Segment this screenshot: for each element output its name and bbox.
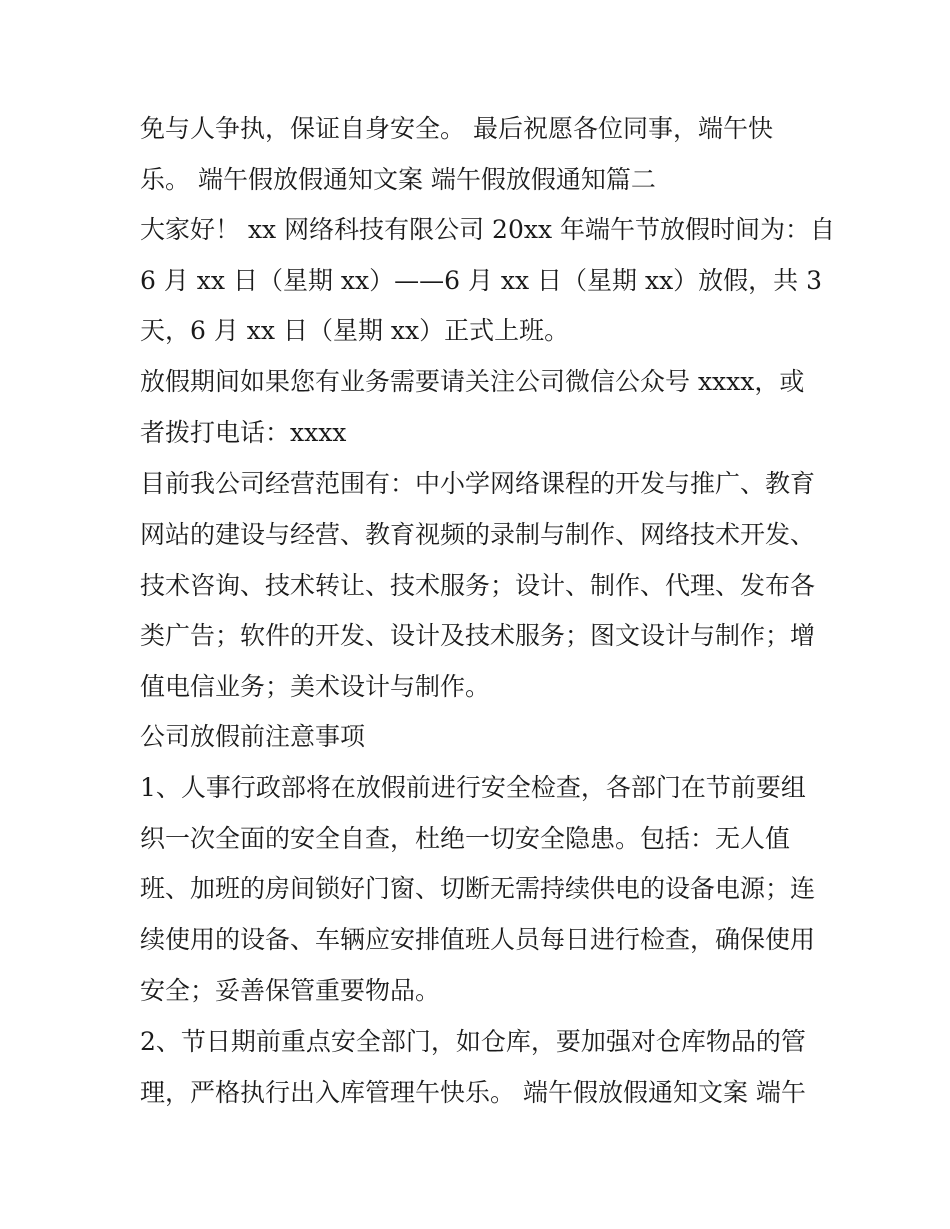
text-line: 网站的建设与经营、教育视频的录制与制作、网络技术开发、	[140, 520, 816, 549]
text-line: 类广告；软件的开发、设计及技术服务；图文设计与制作；增	[140, 621, 816, 650]
text-line: 放假期间如果您有业务需要请关注公司微信公众号 xxxx，或	[140, 367, 805, 396]
text-line: 6 月 xx 日（星期 xx）——6 月 xx 日（星期 xx）放假，共 3	[140, 266, 823, 295]
text-line: 目前我公司经营范围有：中小学网络课程的开发与推广、教育	[140, 469, 816, 498]
text-line: 技术咨询、技术转让、技术服务；设计、制作、代理、发布各	[140, 571, 816, 600]
text-line: 天，6 月 xx 日（星期 xx）正式上班。	[140, 316, 570, 345]
text-line: 2、节日期前重点安全部门，如仓库，要加强对仓库物品的管	[140, 1027, 806, 1056]
text-line: 乐。 端午假放假通知文案 端午假放假通知篇二	[140, 165, 656, 194]
text-line: 值电信业务；美术设计与制作。	[140, 672, 491, 701]
text-line: 续使用的设备、车辆应安排值班人员每日进行检查，确保使用	[140, 925, 816, 954]
text-line: 1、人事行政部将在放假前进行安全检查，各部门在节前要组	[140, 773, 806, 802]
text-line: 者拨打电话：xxxx	[140, 418, 347, 447]
text-line: 理，严格执行出入库管理午快乐。 端午假放假通知文案 端午	[140, 1078, 806, 1107]
text-line: 班、加班的房间锁好门窗、切断无需持续供电的设备电源；连	[140, 874, 816, 903]
text-line: 免与人争执，保证自身安全。 最后祝愿各位同事，端午快	[140, 114, 773, 143]
text-line: 大家好！ xx 网络科技有限公司 20xx 年端午节放假时间为：自	[140, 215, 835, 244]
text-line: 安全；妥善保管重要物品。	[140, 976, 441, 1005]
text-line: 织一次全面的安全自查，杜绝一切安全隐患。包括：无人值	[140, 824, 791, 853]
section-heading: 公司放假前注意事项	[140, 722, 366, 751]
